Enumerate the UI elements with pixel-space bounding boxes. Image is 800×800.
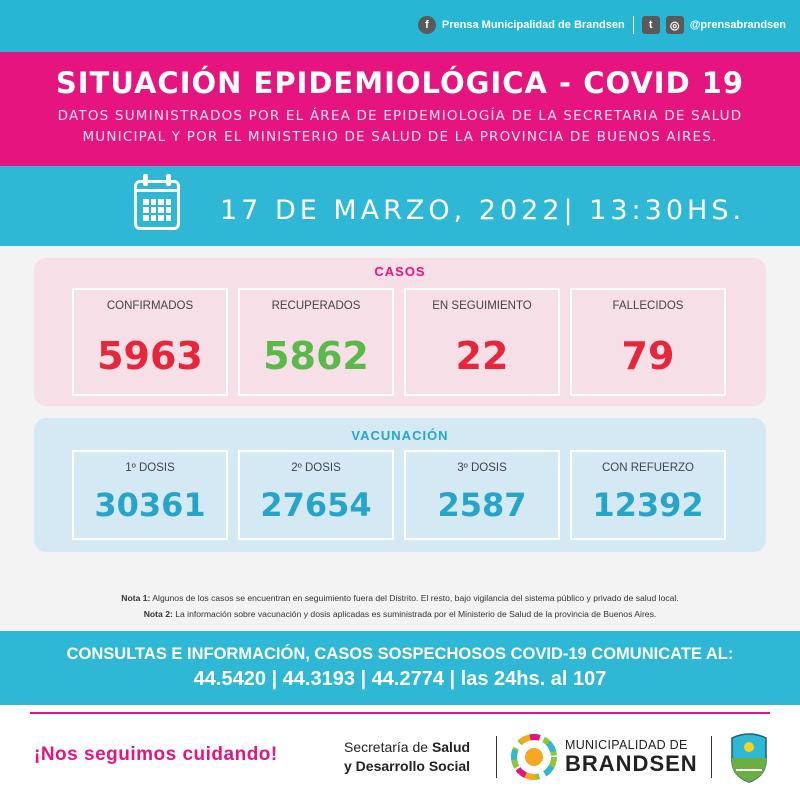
divider xyxy=(633,16,634,34)
footer xyxy=(0,714,800,800)
card-label: CON REFUERZO xyxy=(602,462,694,474)
divider xyxy=(711,736,712,778)
casos-panel xyxy=(34,258,766,406)
facebook-label[interactable]: Prensa Municipalidad de Brandsen xyxy=(441,19,625,31)
card-label: 2º DOSIS xyxy=(291,462,341,474)
note-1: Nota 1: Algunos de los casos se encuentran en seguimiento fuera del Distrito. El resto, bajo vigilancia del sistema público y privado de salud local. xyxy=(121,593,679,603)
card-value: 27654 xyxy=(260,486,372,524)
facebook-icon[interactable]: f xyxy=(418,16,436,34)
municipalidad-logo xyxy=(511,734,557,780)
subtitle xyxy=(0,106,800,148)
card-value: 5963 xyxy=(97,334,203,378)
top-bar xyxy=(0,0,800,52)
card-label: RECUPERADOS xyxy=(271,300,361,312)
brandsen-crest-icon xyxy=(728,730,770,784)
report-date: 17 DE MARZO, 2022| 13:30HS. xyxy=(220,195,746,226)
subtitle-line-2: MUNICIPAL Y POR EL MINISTERIO DE SALUD DE LA PROVINCIA DE BUENOS AIRES. xyxy=(82,129,718,145)
secretaria-label: Secretaría de Salud y Desarrollo Social xyxy=(344,739,471,774)
calendar-icon xyxy=(134,180,180,230)
social-handle[interactable]: @prensabrandsen xyxy=(689,19,786,31)
instagram-icon[interactable]: ◎ xyxy=(666,16,684,34)
card-value: 12392 xyxy=(592,486,704,524)
subtitle-line-1: DATOS SUMINISTRADOS POR EL ÁREA DE EPIDEMIOLOGÍA DE LA SECRETARIA DE SALUD xyxy=(57,108,743,124)
card-label: 3º DOSIS xyxy=(457,462,507,474)
card-label: EN SEGUIMIENTO xyxy=(432,300,532,312)
slogan: ¡Nos seguimos cuidando! xyxy=(34,744,278,765)
title-banner xyxy=(0,52,800,166)
note-2: Nota 2: La información sobre vacunación y dosis aplicadas es suministrada por el Ministerio de Salud de la provincia de Buenos Aires. xyxy=(143,609,657,619)
card-confirmados xyxy=(72,288,228,396)
page-title: SITUACIÓN EPIDEMIOLÓGICA - COVID 19 xyxy=(55,66,745,100)
contact-band xyxy=(0,631,800,705)
card-value: 2587 xyxy=(437,486,527,524)
card-label: FALLECIDOS xyxy=(612,300,684,312)
municipalidad-name: MUNICIPALIDAD DE BRANDSEN xyxy=(565,738,698,776)
card-fallecidos xyxy=(570,288,726,396)
card-dosis-2 xyxy=(238,450,394,540)
vacunacion-title: VACUNACIÓN xyxy=(351,428,449,443)
twitter-icon[interactable]: t xyxy=(642,16,660,34)
card-refuerzo xyxy=(570,450,726,540)
notes xyxy=(0,590,800,622)
card-value: 22 xyxy=(455,334,509,378)
card-en-seguimiento xyxy=(404,288,560,396)
contact-heading: CONSULTAS E INFORMACIÓN, CASOS SOSPECHOSOS COVID-19 COMUNICATE AL: xyxy=(66,645,734,663)
card-dosis-1 xyxy=(72,450,228,540)
card-label: CONFIRMADOS xyxy=(106,300,194,312)
casos-title: CASOS xyxy=(374,264,426,279)
contact-phones: 44.5420 | 44.3193 | 44.2774 | las 24hs. al 107 xyxy=(193,668,607,690)
divider xyxy=(496,736,497,778)
card-value: 30361 xyxy=(94,486,206,524)
social-links xyxy=(418,16,786,34)
card-value: 79 xyxy=(621,334,675,378)
vacunacion-panel xyxy=(34,418,766,552)
card-label: 1º DOSIS xyxy=(125,462,175,474)
card-dosis-3 xyxy=(404,450,560,540)
card-recuperados xyxy=(238,288,394,396)
card-value: 5862 xyxy=(263,334,369,378)
